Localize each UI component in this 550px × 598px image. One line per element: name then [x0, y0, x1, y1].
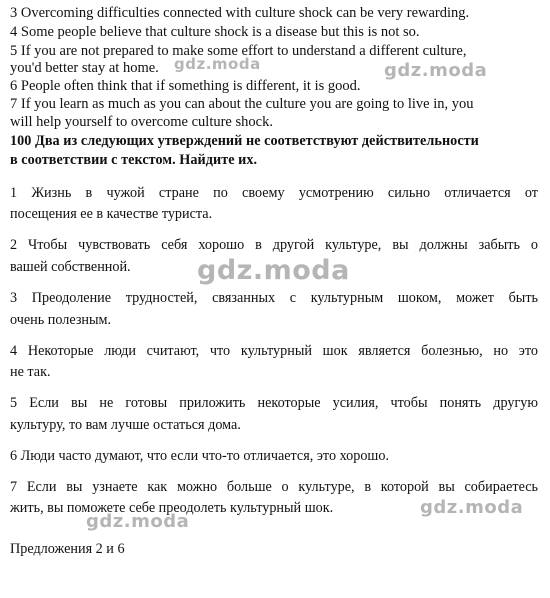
english-statement-7-line1: 7 If you learn as much as you can about the culture you are going to live in, you	[10, 96, 474, 112]
statement-1-line1: 1 Жизнь в чужой стране по своему усмотрению сильно отличается от	[10, 185, 538, 201]
statement-1-line2: посещения ее в качестве туриста.	[10, 206, 213, 222]
statement-7-line1: 7 Если вы узнаете как можно больше о культуре, в которой вы собираетесь	[10, 479, 538, 495]
english-statement-7-line2: will help yourself to overcome culture shock.	[10, 114, 273, 130]
answer-text: Предложения 2 и 6	[10, 541, 125, 557]
statement-2-line1: 2 Чтобы чувствовать себя хорошо в другой культуре, вы должны забыть о	[10, 237, 538, 253]
statement-2-line2: вашей собственной.	[10, 259, 131, 275]
statement-4-line2: не так.	[10, 364, 51, 380]
statement-5-line1: 5 Если вы не готовы приложить некоторые усилия, чтобы понять другую	[10, 395, 538, 411]
statement-7-line2: жить, вы поможете себе преодолеть культурный шок.	[10, 500, 334, 516]
english-statement-5-line2: you'd better stay at home.	[10, 60, 159, 76]
english-statement-5-line1: 5 If you are not prepared to make some effort to understand a different culture,	[10, 43, 467, 59]
watermark: gdz.moda	[384, 60, 488, 81]
english-statement-6: 6 People often think that if something is different, it is good.	[10, 78, 361, 94]
statement-4-line1: 4 Некоторые люди считают, что культурный шок является болезнью, но это	[10, 343, 538, 359]
statement-3-line1: 3 Преодоление трудностей, связанных с культурным шоком, может быть	[10, 290, 538, 306]
statement-3-line2: очень полезным.	[10, 312, 112, 328]
task-heading-line1: 100 Два из следующих утверждений не соответствуют действительности	[10, 133, 479, 149]
watermark: gdz.moda	[86, 511, 190, 532]
task-heading-line2: в соответствии с текстом. Найдите их.	[10, 152, 258, 168]
english-statement-3: 3 Overcoming difficulties connected with culture shock can be very rewarding.	[10, 5, 470, 21]
statement-6: 6 Люди часто думают, что если что-то отличается, это хорошо.	[10, 448, 389, 464]
watermark: gdz.moda	[174, 55, 261, 73]
statement-5-line2: культуру, то вам лучше остаться дома.	[10, 417, 241, 433]
english-statement-4: 4 Some people believe that culture shock is a disease but this is not so.	[10, 24, 420, 40]
watermark: gdz.moda	[197, 255, 350, 286]
watermark: gdz.moda	[420, 497, 524, 518]
